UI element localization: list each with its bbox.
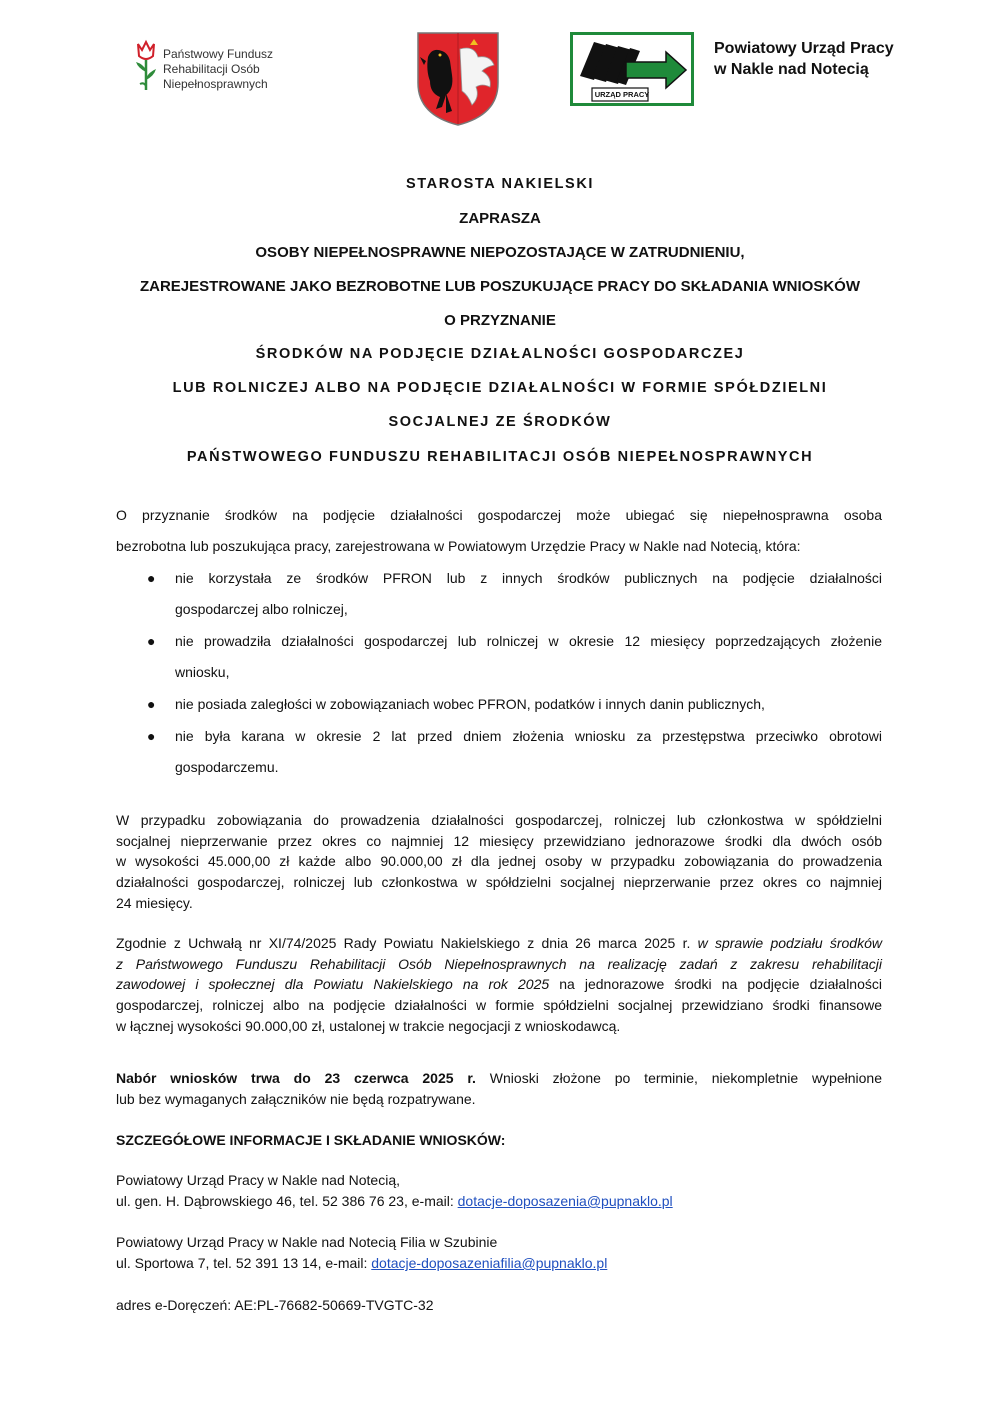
pfron-flower-icon — [132, 38, 160, 94]
bullet-line: wniosku, — [175, 664, 230, 680]
heading-line: ŚRODKÓW NA PODJĘCIE DZIAŁALNOŚCI GOSPODARCZEJ — [255, 346, 745, 362]
bullet-line: gospodarczej albo rolniczej, — [175, 601, 348, 617]
pfron-line: Niepełnosprawnych — [163, 77, 268, 91]
org-line: w Nakle nad Notecią — [714, 61, 869, 78]
intro-line: bezrobotna lub poszukująca pracy, zarejestrowana w Powiatowym Urzędzie Pracy w Nakle nad Notecią, która: — [116, 538, 801, 554]
bullet-line: gospodarczemu. — [175, 759, 279, 775]
heading-starosta: STAROSTA NAKIELSKI — [405, 176, 595, 192]
paragraph-line: w wysokości 45.000,00 zł każde albo 90.000,00 zł dla jednej osoby w przypadku zobowiązania do prowadzenia — [116, 853, 882, 870]
office-address-text: ul. gen. H. Dąbrowskiego 46, tel. 52 386 76 23, e-mail: — [116, 1193, 458, 1209]
paragraph-line — [116, 1068, 882, 1089]
bullet-dot: ● — [147, 696, 156, 712]
paragraph-resolution — [116, 933, 882, 1037]
bullet-dot: ● — [147, 570, 156, 586]
resolution-text: na jednorazowe środki na podjęcie działalności — [549, 976, 882, 993]
branch-address-text: ul. Sportowa 7, tel. 52 391 13 14, e-mail: — [116, 1255, 372, 1271]
intro-line: O przyznanie środków na podjęcie działalności gospodarczej może ubiegać się niepełnosprawna osoba — [116, 507, 882, 523]
branch-email-link[interactable]: dotacje-doposazeniafilia@pupnaklo.pl — [371, 1255, 608, 1271]
heading-line: LUB ROLNICZEJ ALBO NA PODJĘCIE DZIAŁALNOŚCI W FORMIE SPÓŁDZIELNI — [172, 380, 828, 396]
office-address — [116, 1193, 673, 1209]
paragraph-line: lub bez wymaganych załączników nie będą rozpatrywane. — [116, 1090, 476, 1107]
heading-line: O PRZYZNANIE — [444, 312, 556, 329]
paragraph-line: W przypadku zobowiązania do prowadzenia działalności gospodarczej, rolniczej lub członkostwa w spółdzielni — [116, 812, 882, 828]
pfron-name — [163, 47, 273, 92]
paragraph-line: w łącznej wysokości 90.000,00 zł, ustalonej w trakcie negocjacji z wnioskodawcą. — [116, 1017, 621, 1034]
deadline-text: Nabór wniosków trwa do 23 czerwca 2025 r. — [116, 1070, 476, 1086]
heading-zaprasza: ZAPRASZA — [459, 210, 541, 227]
resolution-title: zawodowej i społecznej dla Powiatu Nakielskiego na rok 2025 — [116, 976, 550, 993]
details-heading: SZCZEGÓŁOWE INFORMACJE I SKŁADANIE WNIOSKÓW: — [116, 1132, 506, 1148]
bullet-line: nie prowadziła działalności gospodarczej lub rolniczej w okresie 12 miesięcy poprzedzających złożenie — [175, 633, 882, 649]
bullet-line: nie była karana w okresie 2 lat przed dniem złożenia wniosku za przestępstwa przeciwko obrotowi — [175, 728, 882, 744]
pfron-line: Rehabilitacji Osób — [163, 62, 260, 76]
bullet-dot: ● — [147, 728, 156, 744]
county-crest-icon — [416, 31, 500, 127]
paragraph-funding — [116, 810, 882, 914]
heading-line: SOCJALNEJ ZE ŚRODKÓW — [388, 414, 612, 430]
heading-line: ZAREJESTROWANE JAKO BEZROBOTNE LUB POSZUKUJĄCE PRACY DO SKŁADANIA WNIOSKÓW — [139, 278, 861, 295]
pup-logo-label: URZĄD PRACY — [594, 90, 650, 99]
pfron-line: Państwowy Fundusz — [163, 47, 274, 61]
paragraph-line: 24 miesięcy. — [116, 894, 193, 911]
pfron-logo — [132, 38, 282, 94]
bullet-dot: ● — [147, 633, 156, 649]
branch-address — [116, 1255, 607, 1271]
office-name: Powiatowy Urząd Pracy w Nakle nad Notecią, — [116, 1172, 401, 1188]
heading-line: PAŃSTWOWEGO FUNDUSZU REHABILITACJI OSÓB NIEPEŁNOSPRAWNYCH — [186, 449, 814, 465]
office-email-link[interactable]: dotacje-doposazenia@pupnaklo.pl — [457, 1193, 673, 1209]
paragraph-line: działalności gospodarczej, rolniczej lub członkostwa w spółdzielni socjalnej nieprzerwanie przez okres co najmniej — [116, 874, 882, 891]
organization-name — [714, 38, 894, 80]
paragraph-line — [116, 933, 882, 954]
paragraph-deadline — [116, 1068, 882, 1109]
bullet-line: nie posiada zaległości w zobowiązaniach wobec PFRON, podatków i innych danin publicznych, — [175, 696, 765, 712]
heading-line: OSOBY NIEPEŁNOSPRAWNE NIEPOZOSTAJĄCE W ZATRUDNIENIU, — [255, 244, 745, 261]
bullet-line: nie korzystała ze środków PFRON lub z innych środków publicznych na podjęcie działalności — [175, 570, 882, 586]
paragraph-line: z Państwowego Funduszu Rehabilitacji Osób Niepełnosprawnych na realizację zadań z zakresu rehabilitacji — [116, 955, 882, 972]
org-line: Powiatowy Urząd Pracy — [714, 40, 894, 57]
deadline-note: Wnioski złożone po terminie, niekompletnie wypełnione — [475, 1070, 882, 1086]
paragraph-line — [116, 974, 882, 995]
resolution-text: Zgodnie z Uchwałą nr XI/74/2025 Rady Powiatu Nakielskiego z dnia 26 marca 2025 r. — [116, 935, 698, 951]
paragraph-line: socjalnej nieprzerwanie przez okres co najmniej 12 miesięcy przewidziano jednorazowe środki dla dwóch osób — [116, 832, 882, 849]
e-delivery-address: adres e-Doręczeń: AE:PL-76682-50669-TVGTC-32 — [116, 1297, 434, 1313]
resolution-title: w sprawie podziału środków — [697, 935, 882, 951]
paragraph-line: gospodarczej, rolniczej albo na podjęcie działalności w formie spółdzielni socjalnej przewidziano środki finansowe — [116, 997, 882, 1014]
branch-name: Powiatowy Urząd Pracy w Nakle nad Notecią Filia w Szubinie — [116, 1234, 498, 1250]
